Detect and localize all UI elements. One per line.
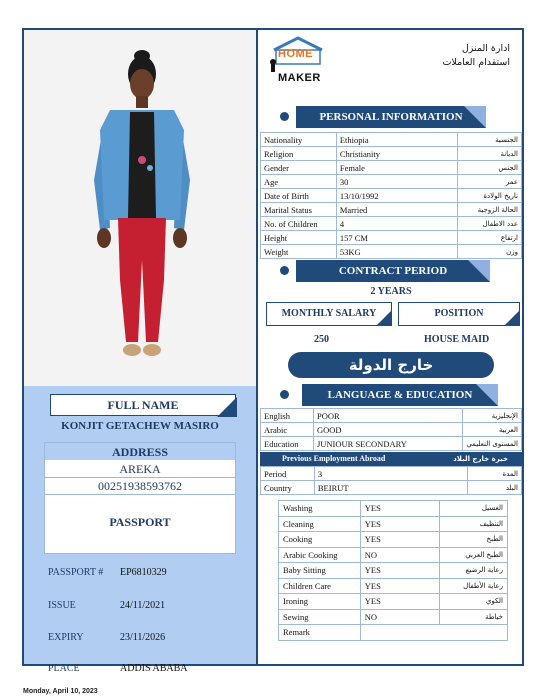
- row-label: Country: [261, 481, 315, 495]
- fullname-label: FULL NAME: [50, 394, 236, 416]
- row-label-ar: رعاية الأطفال: [440, 578, 508, 594]
- row-value: 157 CM: [336, 231, 457, 245]
- passport-title: PASSPORT: [109, 515, 171, 529]
- table-row: [261, 467, 522, 481]
- row-label-ar: البلد: [468, 481, 522, 495]
- row-label-ar: عمر: [458, 175, 522, 189]
- row-label: Cleaning: [279, 516, 361, 532]
- row-label-ar: التنظيف: [440, 516, 508, 532]
- row-label: Washing: [279, 501, 361, 517]
- table-row: [261, 203, 522, 217]
- row-label: Age: [261, 175, 337, 189]
- row-label-ar: الحالة الزوجية: [458, 203, 522, 217]
- row-label-ar: الطبخ العربي: [440, 547, 508, 563]
- bullet-icon: [280, 266, 289, 275]
- issue-label: ISSUE: [48, 600, 76, 611]
- previous-employment-title-ar: خبرة خارج البلاد: [453, 455, 508, 463]
- row-label-ar: الطبخ: [440, 532, 508, 548]
- row-value: YES: [360, 532, 439, 548]
- remark-row: [279, 625, 508, 641]
- row-label-ar: خياطة: [440, 609, 508, 625]
- table-row: [261, 481, 522, 495]
- expiry-row: [24, 623, 256, 653]
- row-label: Religion: [261, 147, 337, 161]
- address-block: [44, 442, 236, 554]
- row-label: Marital Status: [261, 203, 337, 217]
- row-label-ar: ارتفاع: [458, 231, 522, 245]
- table-row: [261, 409, 522, 423]
- row-label-ar: الإنجليزية: [463, 409, 522, 423]
- outside-country-badge: خارج الدولة: [288, 352, 494, 378]
- passport-number-label: PASSPORT #: [48, 567, 104, 578]
- row-value: Female: [336, 161, 457, 175]
- row-label: Arabic Cooking: [279, 547, 361, 563]
- row-label-ar: الجنس: [458, 161, 522, 175]
- row-value: YES: [360, 501, 439, 517]
- row-value: NO: [360, 547, 439, 563]
- issue-row: [24, 591, 256, 621]
- personal-info-table: [260, 132, 522, 259]
- table-row: [261, 423, 522, 437]
- language-table: [260, 408, 522, 451]
- table-row: [279, 547, 508, 563]
- table-row: [279, 532, 508, 548]
- row-label: Sewing: [279, 609, 361, 625]
- row-value: YES: [360, 594, 439, 610]
- remark-value: [360, 625, 507, 641]
- expiry-value: 23/11/2026: [120, 632, 166, 643]
- row-value: GOOD: [313, 423, 462, 437]
- row-label: Period: [261, 467, 315, 481]
- row-label: Children Care: [279, 578, 361, 594]
- left-column: [24, 30, 258, 674]
- place-value: ADDIS ABABA: [120, 663, 188, 674]
- row-label-ar: تاريخ الولادة: [458, 189, 522, 203]
- row-value: 53KG: [336, 245, 457, 259]
- salary-value: 250: [314, 334, 329, 345]
- home-maker-logo: [268, 36, 326, 84]
- remark-label: Remark: [279, 625, 361, 641]
- arabic-line-1: ادارة المنزل: [461, 43, 510, 54]
- table-row: [261, 175, 522, 189]
- row-value: POOR: [313, 409, 462, 423]
- row-value: YES: [360, 563, 439, 579]
- row-label: No. of Children: [261, 217, 337, 231]
- row-label-ar: الغسيل: [440, 501, 508, 517]
- logo-home-text: HOME: [278, 48, 313, 60]
- row-value: 30: [336, 175, 457, 189]
- row-label: Nationality: [261, 133, 337, 147]
- row-label-ar: المدة: [468, 467, 522, 481]
- table-row: [261, 217, 522, 231]
- right-column: [258, 30, 524, 664]
- address-label: ADDRESS: [45, 443, 235, 461]
- language-education-banner: LANGUAGE & EDUCATION: [302, 384, 498, 406]
- row-value: YES: [360, 578, 439, 594]
- table-row: [261, 437, 522, 451]
- row-label-ar: عدد الاطفال: [458, 217, 522, 231]
- row-value: YES: [360, 516, 439, 532]
- row-value: JUNIOUR SECONDARY: [313, 437, 462, 451]
- personal-info-banner: PERSONAL INFORMATION: [296, 106, 486, 128]
- address-value: AREKA: [45, 461, 235, 478]
- row-label-ar: وزن: [458, 245, 522, 259]
- row-label: Weight: [261, 245, 337, 259]
- row-label: Cooking: [279, 532, 361, 548]
- table-row: [279, 516, 508, 532]
- table-row: [279, 501, 508, 517]
- row-label: Education: [261, 437, 314, 451]
- contract-period-banner: CONTRACT PERIOD: [296, 260, 490, 282]
- row-value: BEIRUT: [314, 481, 467, 495]
- row-label-ar: الجنسية: [458, 133, 522, 147]
- expiry-label: EXPIRY: [48, 632, 84, 643]
- row-label-ar: الديانة: [458, 147, 522, 161]
- contract-period-value: 2 YEARS: [370, 286, 412, 297]
- arabic-company-name: [442, 42, 510, 70]
- row-label-ar: المستوى التعليمي: [463, 437, 522, 451]
- row-value: 3: [314, 467, 467, 481]
- row-label-ar: الكوي: [440, 594, 508, 610]
- row-value: Married: [336, 203, 457, 217]
- row-label: Ironing: [279, 594, 361, 610]
- previous-employment-header: [260, 452, 522, 466]
- row-label: Gender: [261, 161, 337, 175]
- logo-maker-text: MAKER: [278, 72, 321, 84]
- cv-sheet: [22, 28, 524, 674]
- table-row: [279, 609, 508, 625]
- row-label: Arabic: [261, 423, 314, 437]
- table-row: [261, 161, 522, 175]
- arabic-line-2: استقدام العاملات: [442, 57, 510, 68]
- table-row: [261, 189, 522, 203]
- previous-employment-table: [260, 466, 522, 495]
- row-label: Height: [261, 231, 337, 245]
- table-row: [261, 231, 522, 245]
- table-row: [279, 563, 508, 579]
- table-row: [279, 594, 508, 610]
- print-date: Monday, April 10, 2023: [23, 688, 98, 695]
- bullet-icon: [280, 390, 289, 399]
- passport-number-row: [24, 558, 256, 588]
- row-value: 4: [336, 217, 457, 231]
- table-row: [261, 133, 522, 147]
- place-row: [24, 654, 256, 684]
- passport-number-value: EP6810329: [120, 567, 167, 578]
- candidate-photo: [24, 30, 256, 386]
- previous-employment-title: Previous Employment Abroad: [282, 454, 386, 463]
- identity-panel: [24, 386, 256, 674]
- issue-value: 24/11/2021: [120, 600, 166, 611]
- table-row: [279, 578, 508, 594]
- table-row: [261, 147, 522, 161]
- row-value: Christianity: [336, 147, 457, 161]
- skills-table: [278, 500, 508, 641]
- table-row: [261, 245, 522, 259]
- position-label: POSITION: [398, 302, 520, 326]
- fullname-value: KONJIT GETACHEW MASIRO: [61, 420, 219, 432]
- row-label: English: [261, 409, 314, 423]
- position-value: HOUSE MAID: [424, 334, 490, 345]
- row-value: NO: [360, 609, 439, 625]
- monthly-salary-label: MONTHLY SALARY: [266, 302, 392, 326]
- row-label-ar: العربية: [463, 423, 522, 437]
- place-label: PLACE: [48, 663, 80, 674]
- bullet-icon: [280, 112, 289, 121]
- row-label: Date of Birth: [261, 189, 337, 203]
- row-label-ar: رعاية الرضيع: [440, 563, 508, 579]
- row-label: Baby Sitting: [279, 563, 361, 579]
- row-value: Ethiopia: [336, 133, 457, 147]
- phone-value: 00251938593762: [45, 478, 235, 495]
- row-value: 13/10/1992: [336, 189, 457, 203]
